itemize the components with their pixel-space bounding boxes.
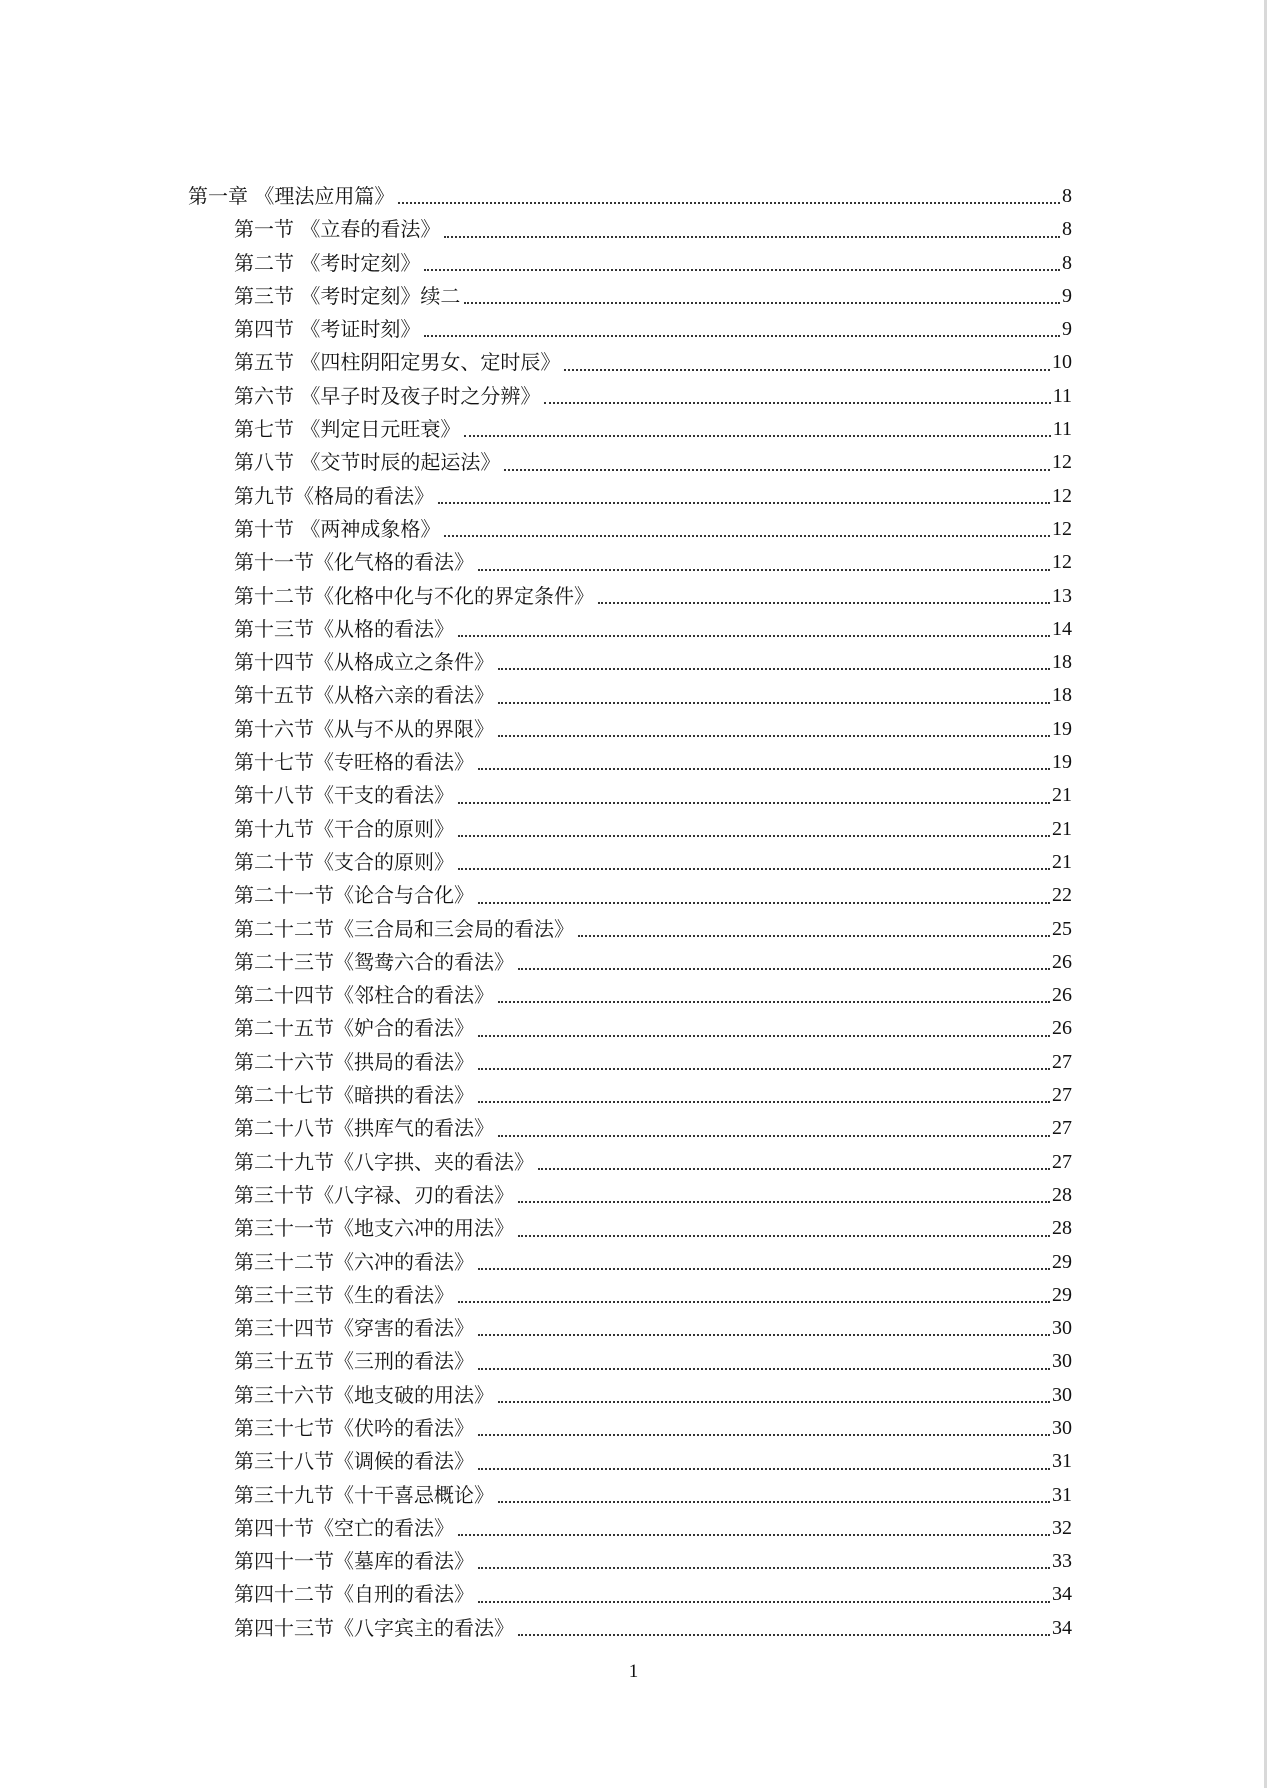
toc-entry-page-number: 27 (1052, 1150, 1072, 1173)
toc-dot-leader (458, 635, 1050, 637)
toc-entry-page-number: 8 (1062, 218, 1072, 241)
toc-entry-page-number: 26 (1052, 984, 1072, 1007)
toc-entry-page-number: 10 (1052, 351, 1072, 374)
toc-entry-page-number: 18 (1052, 651, 1072, 674)
toc-entry-title: 第一节 《立春的看法》 (234, 217, 441, 242)
toc-section-entry[interactable] (188, 413, 1072, 446)
toc-entry-title: 第四十一节《墓库的看法》 (234, 1549, 474, 1574)
toc-entry-title: 第二十节《支合的原则》 (234, 849, 454, 874)
toc-dot-leader (478, 569, 1050, 571)
toc-dot-leader (478, 1434, 1050, 1436)
toc-entry-page-number: 31 (1052, 1450, 1072, 1473)
toc-entry-title: 第二节 《考时定刻》 (234, 250, 421, 275)
toc-entry-page-number: 27 (1052, 1084, 1072, 1107)
toc-dot-leader (458, 1534, 1050, 1536)
toc-entry-title: 第二十九节《八字拱、夹的看法》 (234, 1149, 534, 1174)
toc-entry-page-number: 34 (1052, 1616, 1072, 1639)
toc-entry-page-number: 9 (1062, 284, 1072, 307)
toc-dot-leader (464, 302, 1060, 304)
toc-section-entry[interactable] (188, 280, 1072, 313)
toc-entry-page-number: 28 (1052, 1183, 1072, 1206)
toc-section-entry[interactable] (188, 1412, 1072, 1445)
toc-entry-title: 第十一节《化气格的看法》 (234, 550, 474, 575)
toc-entry-title: 第二十五节《妒合的看法》 (234, 1016, 474, 1041)
toc-entry-title: 第十二节《化格中化与不化的界定条件》 (234, 583, 594, 608)
toc-entry-title: 第四十三节《八字宾主的看法》 (234, 1615, 514, 1640)
toc-entry-title: 第二十二节《三合局和三会局的看法》 (234, 916, 574, 941)
toc-dot-leader (464, 435, 1050, 437)
toc-entry-page-number: 12 (1052, 451, 1072, 474)
toc-dot-leader (478, 1268, 1050, 1270)
toc-section-entry[interactable] (188, 1379, 1072, 1412)
toc-entry-page-number: 11 (1052, 384, 1072, 407)
toc-section-entry[interactable] (188, 1179, 1072, 1212)
toc-section-entry[interactable] (188, 1479, 1072, 1512)
toc-entry-title: 第三十二节《六冲的看法》 (234, 1249, 474, 1274)
toc-section-entry[interactable] (188, 480, 1072, 513)
toc-entry-title: 第八节 《交节时辰的起运法》 (234, 450, 501, 475)
toc-entry-page-number: 22 (1052, 884, 1072, 907)
toc-entry-page-number: 29 (1052, 1283, 1072, 1306)
toc-section-entry[interactable] (188, 1046, 1072, 1079)
toc-section-entry[interactable] (188, 1345, 1072, 1378)
toc-dot-leader (458, 802, 1050, 804)
toc-entry-page-number: 30 (1052, 1317, 1072, 1340)
toc-entry-title: 第三节 《考时定刻》续二 (234, 283, 461, 308)
toc-section-entry[interactable] (188, 1246, 1072, 1279)
toc-entry-title: 第三十一节《地支六冲的用法》 (234, 1216, 514, 1241)
toc-dot-leader (498, 668, 1050, 670)
toc-dot-leader (478, 1101, 1050, 1103)
page-number: 1 (628, 1661, 639, 1682)
toc-dot-leader (444, 236, 1060, 238)
toc-section-entry[interactable] (188, 1545, 1072, 1578)
toc-entry-title: 第三十三节《生的看法》 (234, 1282, 454, 1307)
toc-dot-leader (478, 768, 1050, 770)
toc-entry-page-number: 11 (1052, 418, 1072, 441)
toc-dot-leader (578, 935, 1050, 937)
toc-section-entry[interactable] (188, 1079, 1072, 1112)
toc-dot-leader (498, 702, 1050, 704)
toc-dot-leader (598, 602, 1050, 604)
toc-entry-title: 第二十三节《鸳鸯六合的看法》 (234, 949, 514, 974)
toc-section-entry[interactable] (188, 713, 1072, 746)
toc-dot-leader (424, 269, 1060, 271)
toc-section-entry[interactable] (188, 1112, 1072, 1145)
toc-entry-title: 第二十一节《论合与合化》 (234, 883, 474, 908)
toc-section-entry[interactable] (188, 846, 1072, 879)
toc-entry-page-number: 33 (1052, 1550, 1072, 1573)
toc-section-entry[interactable] (188, 746, 1072, 779)
toc-dot-leader (458, 835, 1050, 837)
toc-dot-leader (498, 1135, 1050, 1137)
toc-dot-leader (424, 335, 1060, 337)
toc-dot-leader (498, 1501, 1050, 1503)
toc-entry-page-number: 12 (1052, 484, 1072, 507)
toc-entry-page-number: 26 (1052, 950, 1072, 973)
toc-section-entry[interactable] (188, 1512, 1072, 1545)
toc-entry-title: 第四十二节《自刑的看法》 (234, 1582, 474, 1607)
toc-section-entry[interactable] (188, 1279, 1072, 1312)
toc-section-entry[interactable] (188, 513, 1072, 546)
toc-entry-title: 第三十七节《伏吟的看法》 (234, 1415, 474, 1440)
toc-section-entry[interactable] (188, 247, 1072, 280)
toc-dot-leader (518, 1201, 1050, 1203)
toc-section-entry[interactable] (188, 946, 1072, 979)
toc-entry-page-number: 32 (1052, 1516, 1072, 1539)
toc-entry-page-number: 29 (1052, 1250, 1072, 1273)
toc-dot-leader (438, 502, 1050, 504)
toc-entry-page-number: 19 (1052, 751, 1072, 774)
toc-entry-title: 第十四节《从格成立之条件》 (234, 650, 494, 675)
toc-entry-page-number: 30 (1052, 1416, 1072, 1439)
toc-section-entry[interactable] (188, 1212, 1072, 1245)
toc-entry-title: 第三十四节《穿害的看法》 (234, 1316, 474, 1341)
toc-section-entry[interactable] (188, 1445, 1072, 1478)
toc-dot-leader (518, 968, 1050, 970)
toc-section-entry[interactable] (188, 979, 1072, 1012)
toc-section-entry[interactable] (188, 1146, 1072, 1179)
toc-entry-page-number: 12 (1052, 517, 1072, 540)
toc-section-entry[interactable] (188, 380, 1072, 413)
toc-section-entry[interactable] (188, 313, 1072, 346)
toc-entry-page-number: 30 (1052, 1383, 1072, 1406)
toc-entry-page-number: 27 (1052, 1050, 1072, 1073)
toc-entry-page-number: 12 (1052, 551, 1072, 574)
toc-section-entry[interactable] (188, 346, 1072, 379)
toc-entry-title: 第二十六节《拱局的看法》 (234, 1049, 474, 1074)
toc-entry-page-number: 14 (1052, 617, 1072, 640)
toc-section-entry[interactable] (188, 446, 1072, 479)
toc-entry-page-number: 21 (1052, 850, 1072, 873)
toc-entry-page-number: 27 (1052, 1117, 1072, 1140)
toc-dot-leader (518, 1634, 1050, 1636)
toc-dot-leader (564, 369, 1050, 371)
toc-entry-title: 第三十九节《十干喜忌概论》 (234, 1482, 494, 1507)
toc-section-entry[interactable] (188, 1312, 1072, 1345)
toc-section-entry[interactable] (188, 779, 1072, 812)
toc-entry-page-number: 28 (1052, 1217, 1072, 1240)
toc-section-entry[interactable] (188, 646, 1072, 679)
toc-entry-title: 第三十五节《三刑的看法》 (234, 1349, 474, 1374)
toc-section-entry[interactable] (188, 1012, 1072, 1045)
toc-section-entry[interactable] (188, 913, 1072, 946)
toc-entry-page-number: 8 (1062, 251, 1072, 274)
toc-dot-leader (498, 1401, 1050, 1403)
toc-dot-leader (458, 868, 1050, 870)
toc-dot-leader (458, 1301, 1050, 1303)
toc-entry-title: 第四十节《空亡的看法》 (234, 1515, 454, 1540)
toc-entry-title: 第六节 《早子时及夜子时之分辨》 (234, 383, 541, 408)
toc-dot-leader (478, 1068, 1050, 1070)
toc-dot-leader (398, 202, 1060, 204)
toc-entry-title: 第九节《格局的看法》 (234, 483, 434, 508)
toc-dot-leader (478, 1468, 1050, 1470)
toc-section-entry[interactable] (188, 546, 1072, 579)
toc-section-entry[interactable] (188, 580, 1072, 613)
toc-entry-page-number: 18 (1052, 684, 1072, 707)
toc-dot-leader (538, 1168, 1050, 1170)
toc-dot-leader (544, 402, 1050, 404)
toc-dot-leader (478, 1334, 1050, 1336)
toc-dot-leader (504, 469, 1050, 471)
table-of-contents (188, 180, 1072, 1645)
toc-section-entry[interactable] (188, 1612, 1072, 1645)
toc-entry-page-number: 13 (1052, 584, 1072, 607)
toc-entry-page-number: 19 (1052, 717, 1072, 740)
toc-entry-page-number: 21 (1052, 784, 1072, 807)
toc-entry-title: 第七节 《判定日元旺衰》 (234, 417, 461, 442)
toc-section-entry[interactable] (188, 213, 1072, 246)
toc-section-entry[interactable] (188, 813, 1072, 846)
toc-entry-title: 第十节 《两神成象格》 (234, 516, 441, 541)
toc-chapter-entry[interactable] (188, 180, 1072, 213)
toc-entry-title: 第十九节《干合的原则》 (234, 816, 454, 841)
toc-entry-title: 第十六节《从与不从的界限》 (234, 716, 494, 741)
toc-dot-leader (444, 535, 1050, 537)
toc-entry-page-number: 26 (1052, 1017, 1072, 1040)
toc-entry-page-number: 21 (1052, 817, 1072, 840)
toc-entry-title: 第三十节《八字禄、刃的看法》 (234, 1182, 514, 1207)
toc-dot-leader (518, 1235, 1050, 1237)
toc-entry-title: 第三十八节《调候的看法》 (234, 1449, 474, 1474)
toc-entry-page-number: 9 (1062, 318, 1072, 341)
toc-entry-title: 第四节 《考证时刻》 (234, 317, 421, 342)
toc-section-entry[interactable] (188, 679, 1072, 712)
toc-section-entry[interactable] (188, 613, 1072, 646)
toc-entry-page-number: 8 (1062, 185, 1072, 207)
toc-section-entry[interactable] (188, 879, 1072, 912)
toc-dot-leader (478, 1368, 1050, 1370)
toc-dot-leader (478, 902, 1050, 904)
toc-entry-title: 第十八节《干支的看法》 (234, 783, 454, 808)
toc-entry-title: 第五节 《四柱阴阳定男女、定时辰》 (234, 350, 561, 375)
toc-entry-title: 第二十七节《暗拱的看法》 (234, 1083, 474, 1108)
toc-entry-page-number: 30 (1052, 1350, 1072, 1373)
toc-entry-title: 第十三节《从格的看法》 (234, 616, 454, 641)
toc-dot-leader (498, 1001, 1050, 1003)
toc-entry-page-number: 25 (1052, 917, 1072, 940)
toc-entry-title: 第十五节《从格六亲的看法》 (234, 683, 494, 708)
toc-dot-leader (478, 1601, 1050, 1603)
toc-entry-page-number: 34 (1052, 1583, 1072, 1606)
toc-entry-title: 第二十八节《拱库气的看法》 (234, 1116, 494, 1141)
toc-dot-leader (478, 1567, 1050, 1569)
toc-entry-title: 第十七节《专旺格的看法》 (234, 750, 474, 775)
toc-dot-leader (498, 735, 1050, 737)
toc-entry-title: 第一章 《理法应用篇》 (188, 184, 395, 208)
toc-dot-leader (478, 1035, 1050, 1037)
toc-section-entry[interactable] (188, 1578, 1072, 1611)
toc-entry-title: 第二十四节《邻柱合的看法》 (234, 983, 494, 1008)
toc-entry-title: 第三十六节《地支破的用法》 (234, 1382, 494, 1407)
toc-entry-page-number: 31 (1052, 1483, 1072, 1506)
